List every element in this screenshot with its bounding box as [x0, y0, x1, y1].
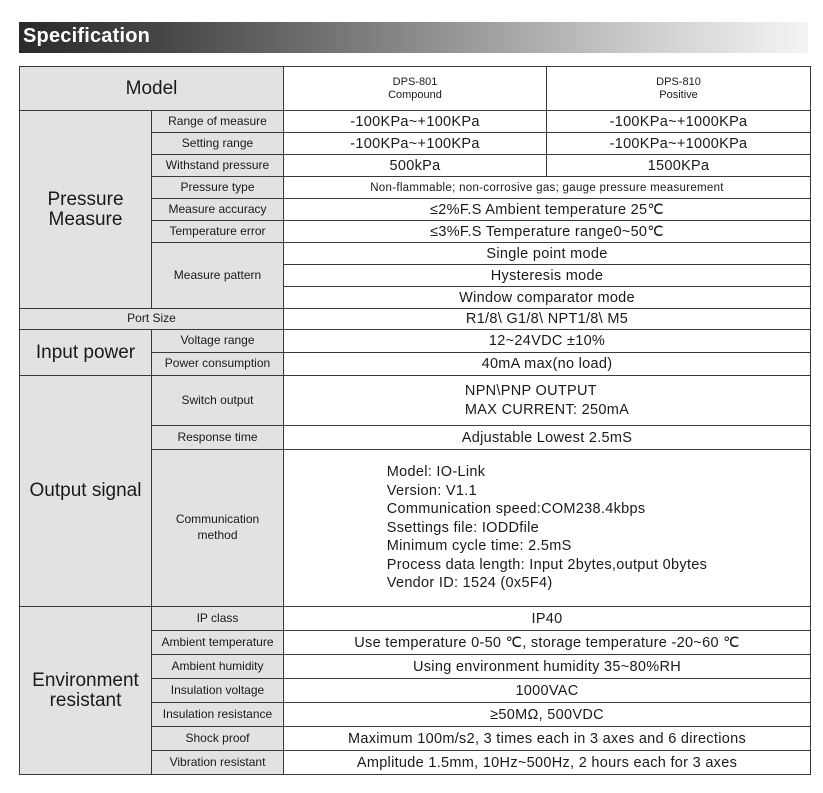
table-row	[20, 376, 811, 426]
insulation-voltage-label: Insulation voltage	[152, 679, 284, 703]
comm-detail-line: Communication speed:COM238.4kbps	[386, 501, 646, 518]
specification-table	[19, 66, 811, 775]
table-row	[20, 330, 811, 353]
voltage-range-label: Voltage range	[152, 330, 284, 353]
model-dps-801	[284, 67, 547, 111]
model-label: Model	[20, 67, 284, 111]
model-810-type: Positive	[659, 88, 698, 101]
insulation-resistance-label: Insulation resistance	[152, 703, 284, 727]
setting-range-label: Setting range	[152, 133, 284, 155]
setting-801-value: -100KPa~+100KPa	[284, 133, 547, 155]
table-row	[20, 309, 811, 330]
comm-detail-line: Minimum cycle time: 2.5mS	[386, 538, 572, 555]
communication-method-value	[284, 450, 811, 607]
model-dps-810	[547, 67, 811, 111]
pressure-measure-category	[20, 111, 152, 309]
pattern-hysteresis: Hysteresis mode	[284, 265, 811, 287]
comm-detail-line: Ssettings file: IODDfile	[386, 519, 540, 536]
measure-accuracy-label: Measure accuracy	[152, 199, 284, 221]
category-label: Measure	[48, 208, 123, 230]
temperature-error-value: ≤3%F.S Temperature range0~50℃	[284, 221, 811, 243]
range-of-measure-label: Range of measure	[152, 111, 284, 133]
shock-proof-value: Maximum 100m/s2, 3 times each in 3 axes and 6 directions	[284, 727, 811, 751]
output-signal-category: Output signal	[20, 376, 152, 607]
environment-category	[20, 607, 152, 775]
switch-output-value	[284, 376, 811, 426]
insulation-resistance-value: ≥50MΩ, 500VDC	[284, 703, 811, 727]
comm-detail-line: Model: IO-Link	[386, 464, 486, 481]
ambient-humidity-label: Ambient humidity	[152, 655, 284, 679]
category-label: Environment	[32, 669, 139, 691]
pressure-type-value: Non-flammable; non-corrosive gas; gauge pressure measurement	[284, 177, 811, 199]
model-row	[20, 67, 811, 111]
power-consumption-label: Power consumption	[152, 353, 284, 376]
pattern-window-comparator: Window comparator mode	[284, 287, 811, 309]
switch-output-line: NPN\PNP OUTPUT	[464, 383, 597, 399]
communication-method-label	[152, 450, 284, 607]
category-label: resistant	[49, 689, 122, 711]
category-label: Pressure	[47, 188, 124, 210]
ip-class-label: IP class	[152, 607, 284, 631]
model-801-type: Compound	[388, 88, 442, 101]
insulation-voltage-value: 1000VAC	[284, 679, 811, 703]
response-time-value: Adjustable Lowest 2.5mS	[284, 426, 811, 450]
table-row	[20, 111, 811, 133]
pressure-type-label: Pressure type	[152, 177, 284, 199]
port-size-label: Port Size	[20, 309, 284, 330]
switch-output-block	[465, 382, 629, 419]
comm-label-line: Communication	[175, 512, 260, 527]
comm-detail-line: Version: V1.1	[386, 482, 477, 499]
range-801-value: -100KPa~+100KPa	[284, 111, 547, 133]
voltage-range-value: 12~24VDC ±10%	[284, 330, 811, 353]
port-size-value: R1/8\ G1/8\ NPT1/8\ M5	[284, 309, 811, 330]
shock-proof-label: Shock proof	[152, 727, 284, 751]
model-810-name: DPS-810	[656, 76, 701, 89]
power-consumption-value: 40mA max(no load)	[284, 353, 811, 376]
section-title: Specification	[23, 25, 151, 47]
ambient-humidity-value: Using environment humidity 35~80%RH	[284, 655, 811, 679]
comm-detail-line: Vendor ID: 1524 (0x5F4)	[386, 575, 553, 592]
ambient-temperature-label: Ambient temperature	[152, 631, 284, 655]
ip-class-value: IP40	[284, 607, 811, 631]
comm-detail-line: Process data length: Input 2bytes,output 0bytes	[386, 556, 708, 573]
response-time-label: Response time	[152, 426, 284, 450]
range-810-value: -100KPa~+1000KPa	[547, 111, 811, 133]
section-header-bar	[19, 22, 808, 53]
measure-accuracy-value: ≤2%F.S Ambient temperature 25℃	[284, 199, 811, 221]
ambient-temperature-value: Use temperature 0-50 ℃, storage temperature -20~60 ℃	[284, 631, 811, 655]
withstand-801-value: 500kPa	[284, 155, 547, 177]
setting-810-value: -100KPa~+1000KPa	[547, 133, 811, 155]
table-row	[20, 607, 811, 631]
withstand-pressure-label: Withstand pressure	[152, 155, 284, 177]
switch-output-label: Switch output	[152, 376, 284, 426]
pattern-single-point: Single point mode	[284, 243, 811, 265]
withstand-810-value: 1500KPa	[547, 155, 811, 177]
input-power-category: Input power	[20, 330, 152, 376]
comm-details-block	[387, 463, 707, 593]
vibration-resistant-label: Vibration resistant	[152, 751, 284, 775]
comm-label-line: method	[197, 528, 238, 542]
model-801-name: DPS-801	[392, 76, 438, 89]
vibration-resistant-value: Amplitude 1.5mm, 10Hz~500Hz, 2 hours each for 3 axes	[284, 751, 811, 775]
temperature-error-label: Temperature error	[152, 221, 284, 243]
measure-pattern-label: Measure pattern	[152, 243, 284, 309]
switch-output-line: MAX CURRENT: 250mA	[464, 401, 630, 418]
